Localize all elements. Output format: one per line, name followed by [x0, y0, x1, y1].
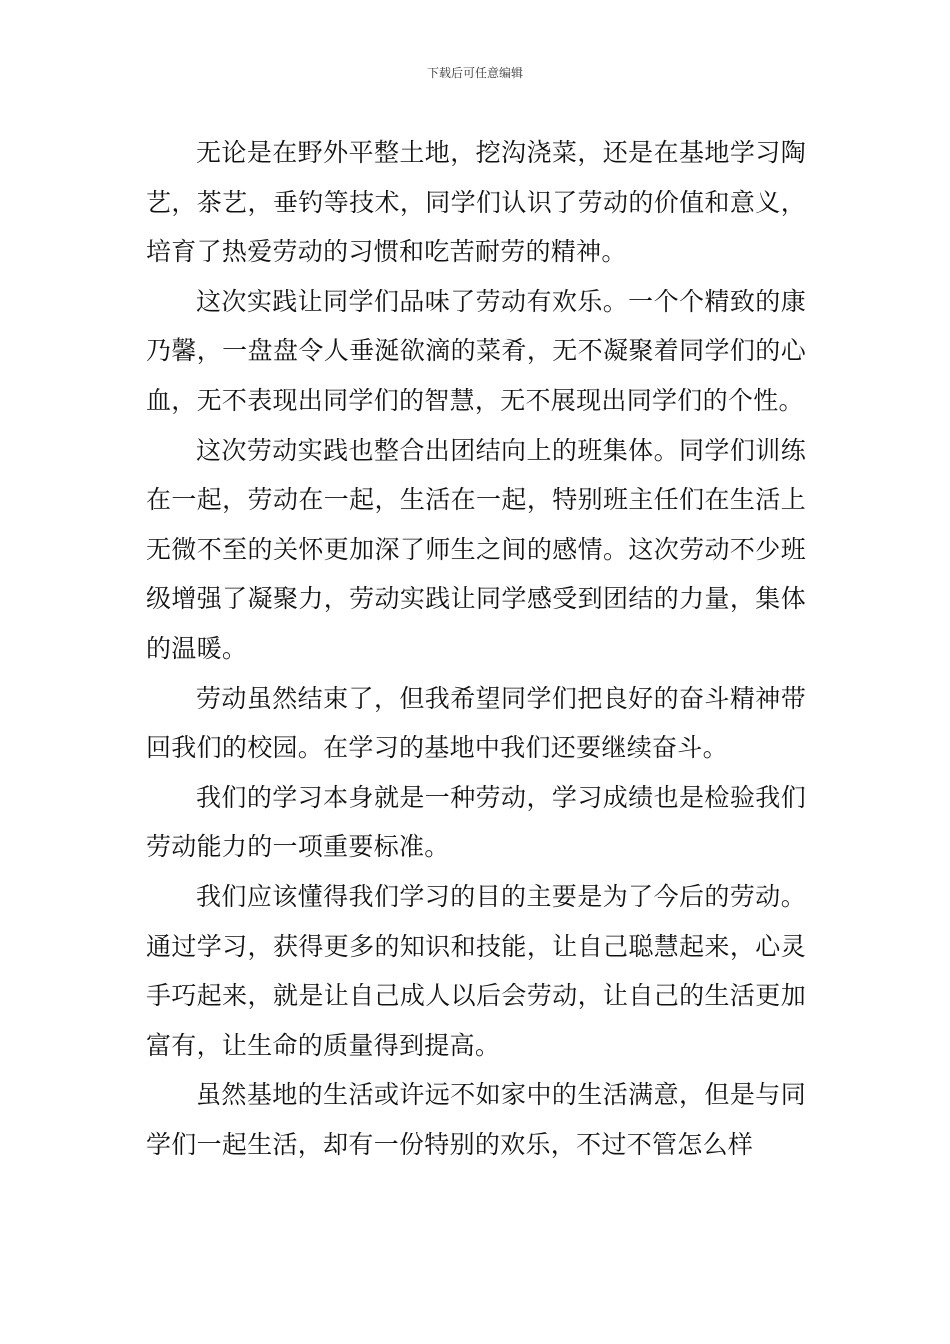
paragraph: 无论是在野外平整土地，挖沟浇菜，还是在基地学习陶艺，茶艺，垂钓等技术，同学们认识了劳动的价值和意义，培育了热爱劳动的习惯和吃苦耐劳的精神。 — [146, 138, 806, 267]
paragraph: 虽然基地的生活或许远不如家中的生活满意，但是与同学们一起生活，却有一份特别的欢乐，不过不管怎么样 — [146, 1080, 806, 1159]
document-body — [146, 128, 806, 1169]
paragraph: 我们的学习本身就是一种劳动，学习成绩也是检验我们劳动能力的一项重要标准。 — [146, 782, 806, 862]
page-header-note: 下载后可任意编辑 — [426, 66, 523, 80]
paragraph: 劳动虽然结束了，但我希望同学们把良好的奋斗精神带回我们的校园。在学习的基地中我们还要继续奋斗。 — [146, 683, 806, 763]
paragraph: 我们应该懂得我们学习的目的主要是为了今后的劳动。通过学习，获得更多的知识和技能，让自己聪慧起来，心灵手巧起来，就是让自己成人以后会劳动，让自己的生活更加富有，让生命的质量得到提高。 — [146, 881, 806, 1060]
paragraph: 这次实践让同学们品味了劳动有欢乐。一个个精致的康乃馨，一盘盘令人垂涎欲滴的菜肴，无不凝聚着同学们的心血，无不表现出同学们的智慧，无不展现出同学们的个性。 — [146, 286, 806, 415]
paragraph: 这次劳动实践也整合出团结向上的班集体。同学们训练在一起，劳动在一起，生活在一起，特别班主任们在生活上无微不至的关怀更加深了师生之间的感情。这次劳动不少班级增强了凝聚力，劳动实践让同学感受到团结的力量，集体的温暖。 — [146, 435, 806, 663]
